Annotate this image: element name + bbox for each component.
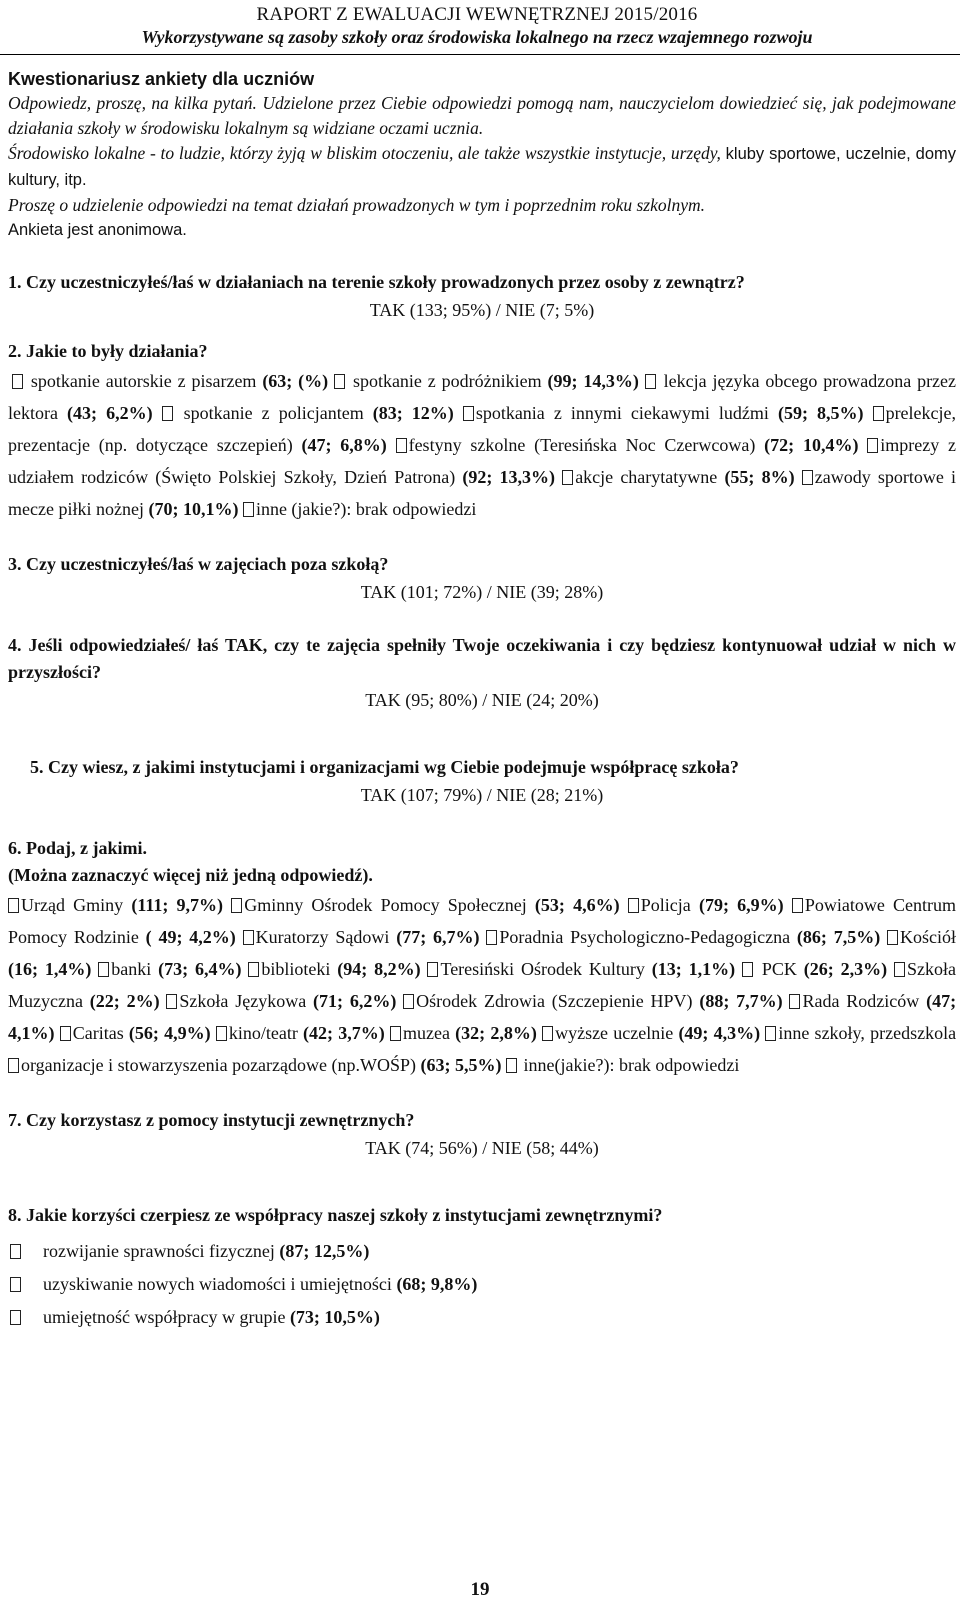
option-count: (13; 1,1%)	[651, 959, 736, 979]
option-count: (59; 8,5%)	[777, 403, 864, 423]
option-count: (92; 13,3%)	[462, 467, 556, 487]
option-item	[216, 1023, 385, 1043]
option-count: (49; 4,3%)	[678, 1023, 761, 1043]
checkbox-icon	[60, 1026, 71, 1041]
checkbox-icon	[166, 994, 177, 1009]
checkbox-icon	[396, 438, 407, 453]
option-count: (22; 2%)	[89, 991, 160, 1011]
option-item	[8, 1235, 956, 1268]
checkbox-icon	[765, 1026, 776, 1041]
option-count: (42; 3,7%)	[303, 1023, 385, 1043]
header-rule	[0, 54, 960, 55]
answer-4: TAK (95; 80%) / NIE (24; 20%)	[365, 690, 599, 710]
checkbox-icon	[542, 1026, 553, 1041]
question-6: 6. Podaj, z jakimi.	[8, 838, 147, 858]
option-item	[98, 959, 241, 979]
checkbox-icon	[873, 406, 884, 421]
checkbox-icon	[887, 930, 898, 945]
intro-paragraph-2	[8, 141, 956, 193]
option-count: (32; 2,8%)	[455, 1023, 537, 1043]
checkbox-icon	[894, 962, 905, 977]
option-count: (26; 2,3%)	[803, 959, 888, 979]
option-label: imprezy z udziałem rodziców (Święto Polskiej Szkoły, Dzień Patrona)	[8, 435, 957, 487]
document-body	[0, 67, 960, 1334]
checkbox-icon	[390, 1026, 401, 1041]
checkbox-icon	[243, 930, 254, 945]
question-2: 2. Jakie to były działania?	[8, 341, 208, 361]
option-label: Teresiński Ośrodek Kultury	[440, 959, 652, 979]
option-label: inne(jakie?): brak odpowiedzi	[519, 1055, 740, 1075]
report-title: RAPORT Z EWALUACJI WEWNĘTRZNEJ 2015/2016	[256, 4, 698, 25]
checkbox-icon	[742, 962, 753, 977]
checkbox-icon	[231, 898, 242, 913]
checkbox-icon	[334, 374, 345, 389]
answer-7: TAK (74; 56%) / NIE (58; 44%)	[365, 1138, 599, 1158]
option-count: (72; 10,4%)	[764, 435, 859, 455]
checkbox-icon	[792, 898, 803, 913]
option-count: (79; 6,9%)	[698, 895, 784, 915]
checkbox-icon	[403, 994, 414, 1009]
option-label: banki	[111, 959, 159, 979]
option-item	[403, 991, 782, 1011]
option-item	[8, 895, 223, 915]
option-count: (73; 10,5%)	[289, 1307, 380, 1327]
option-item	[542, 1023, 760, 1043]
option-count: (63; 5,5%)	[420, 1055, 502, 1075]
option-label: Rada Rodziców	[802, 991, 927, 1011]
option-label: spotkanie z podróżnikiem	[347, 371, 548, 391]
question-1: 1. Czy uczestniczyłeś/łaś w działaniach na terenie szkoły prowadzonych przez osoby z zewnątrz?	[8, 272, 745, 292]
intro-paragraph-4: Ankieta jest anonimowa.	[8, 221, 187, 239]
option-label: inne (jakie?): brak odpowiedzi	[255, 499, 477, 519]
checkbox-icon	[98, 962, 109, 977]
option-count: (111; 9,7%)	[131, 895, 224, 915]
option-label: spotkania z innymi ciekawymi ludźmi	[475, 403, 778, 423]
checkbox-icon	[12, 374, 23, 389]
option-label: Gminny Ośrodek Pomocy Społecznej	[244, 895, 535, 915]
option-item	[8, 1055, 502, 1075]
option-item	[8, 1301, 956, 1334]
option-count: (53; 4,6%)	[534, 895, 620, 915]
option-label: Urząd Gminy	[21, 895, 132, 915]
intro-paragraph-1: Odpowiedz, proszę, na kilka pytań. Udzielone przez Ciebie odpowiedzi pomogą nam, nauczycielom dowiedzieć się, jak podejmowane działania szkoły w środowisku lokalnym są widziane oczami ucznia.	[8, 93, 956, 138]
option-label: Poradnia Psychologiczno-Pedagogiczna	[499, 927, 797, 947]
option-label: Kościół	[900, 927, 957, 947]
option-label: biblioteki	[261, 959, 338, 979]
option-count: (63; (%)	[262, 371, 329, 391]
checkbox-icon	[486, 930, 497, 945]
option-item	[243, 927, 480, 947]
answer-3: TAK (101; 72%) / NIE (39; 28%)	[360, 582, 604, 602]
checkbox-icon	[162, 406, 173, 421]
questionnaire-title: Kwestionariusz ankiety dla uczniów	[8, 69, 315, 89]
option-item	[486, 927, 880, 947]
option-item	[60, 1023, 211, 1043]
checkbox-icon	[645, 374, 656, 389]
intro-paragraph-2a: Środowisko lokalne - to ludzie, którzy żyją w bliskim otoczeniu, ale także wszystkie instytucje, urzędy,	[8, 143, 726, 163]
option-label: Kuratorzy Sądowi	[255, 927, 397, 947]
option-label: lekcja języka obcego prowadzona przez lektora	[8, 371, 957, 423]
option-item	[243, 499, 476, 519]
checkbox-icon	[562, 470, 573, 485]
checkbox-icon	[427, 962, 438, 977]
option-count: (86; 7,5%)	[796, 927, 881, 947]
option-label: wyższe uczelnie	[555, 1023, 679, 1043]
option-count: (88; 7,7%)	[699, 991, 783, 1011]
question-4: 4. Jeśli odpowiedziałeś/ łaś TAK, czy te zajęcia spełniły Twoje oczekiwania i czy będziesz kontynuował udział w nich w przyszłości?	[8, 635, 956, 682]
option-item	[334, 371, 639, 391]
checkbox-icon	[8, 898, 19, 913]
checkbox-icon	[867, 438, 878, 453]
checkbox-icon	[789, 994, 800, 1009]
option-count: (83; 12%)	[372, 403, 454, 423]
option-item	[162, 403, 454, 423]
option-item	[396, 435, 859, 455]
option-count: (16; 1,4%)	[8, 959, 92, 979]
question-6-options	[8, 889, 956, 1081]
answer-5: TAK (107; 79%) / NIE (28; 21%)	[360, 785, 604, 805]
option-label: muzea	[402, 1023, 456, 1043]
option-label: Szkoła Językowa	[179, 991, 314, 1011]
answer-1: TAK (133; 95%) / NIE (7; 5%)	[369, 300, 595, 320]
option-label: umiejętność współpracy w grupie	[43, 1307, 290, 1327]
checkbox-icon	[243, 502, 254, 517]
option-label: prelekcje, prezentacje (np. dotyczące szczepień)	[8, 403, 957, 455]
option-label: PCK	[755, 959, 804, 979]
option-label: spotkanie z policjantem	[174, 403, 373, 423]
intro-paragraph-3: Proszę o udzielenie odpowiedzi na temat działań prowadzonych w tym i poprzednim roku szkolnym.	[8, 195, 706, 215]
option-label: Szkoła Muzyczna	[8, 959, 957, 1011]
question-2-options	[8, 365, 956, 525]
option-count: (47; 4,1%)	[8, 991, 957, 1043]
option-label: organizacje i stowarzyszenia pozarządowe (np.WOŚP)	[21, 1055, 421, 1075]
option-count: (47; 6,8%)	[301, 435, 387, 455]
option-item	[506, 1055, 739, 1075]
checkbox-icon	[216, 1026, 227, 1041]
option-label: kino/teatr	[228, 1023, 304, 1043]
option-label: festyny szkolne (Teresińska Noc Czerwcowa)	[408, 435, 765, 455]
checkbox-icon	[802, 470, 813, 485]
checkbox-icon	[10, 1244, 21, 1259]
option-count: (43; 6,2%)	[67, 403, 153, 423]
option-label: inne szkoły, przedszkola	[778, 1023, 957, 1043]
question-6-note: (Można zaznaczyć więcej niż jedną odpowiedź).	[8, 865, 373, 885]
option-count: (87; 12,5%)	[279, 1241, 370, 1261]
option-item	[166, 991, 396, 1011]
option-label: Powiatowe Centrum Pomocy Rodzinie	[8, 895, 956, 947]
option-item	[231, 895, 619, 915]
question-3: 3. Czy uczestniczyłeś/łaś w zajęciach poza szkołą?	[8, 554, 389, 574]
option-count: (77; 6,7%)	[396, 927, 480, 947]
question-7: 7. Czy korzystasz z pomocy instytucji zewnętrznych?	[8, 1110, 415, 1130]
option-label: Ośrodek Zdrowia (Szczepienie HPV)	[416, 991, 700, 1011]
option-label: spotkanie autorskie z pisarzem	[25, 371, 263, 391]
page-number: 19	[470, 1579, 490, 1600]
checkbox-icon	[463, 406, 474, 421]
option-count: (73; 6,4%)	[158, 959, 242, 979]
option-label: rozwijanie sprawności fizycznej	[43, 1241, 280, 1261]
question-5: 5. Czy wiesz, z jakimi instytucjami i organizacjami wg Ciebie podejmuje współpracę szkoła?	[30, 757, 739, 777]
option-item	[248, 959, 420, 979]
question-8: 8. Jakie korzyści czerpiesz ze współpracy naszej szkoły z instytucjami zewnętrznymi?	[8, 1205, 663, 1225]
option-label: Caritas	[72, 1023, 129, 1043]
option-count: (94; 8,2%)	[337, 959, 421, 979]
checkbox-icon	[506, 1058, 517, 1073]
intro-paragraph-2b: kluby sportowe, uczelnie, domy kultury, itp.	[8, 145, 956, 189]
option-count: ( 49; 4,2%)	[145, 927, 236, 947]
option-label: Policja	[640, 895, 699, 915]
option-label: zawody sportowe i mecze piłki nożnej	[8, 467, 957, 519]
option-count: (68; 9,8%)	[396, 1274, 478, 1294]
option-item	[8, 1268, 956, 1301]
checkbox-icon	[10, 1310, 21, 1325]
option-label: akcje charytatywne	[575, 467, 725, 487]
option-count: (99; 14,3%)	[547, 371, 639, 391]
checkbox-icon	[628, 898, 639, 913]
option-item	[427, 959, 735, 979]
option-count: (71; 6,2%)	[313, 991, 397, 1011]
option-item	[390, 1023, 537, 1043]
option-label: uzyskiwanie nowych wiadomości i umiejętności	[43, 1274, 397, 1294]
report-subtitle: Wykorzystywane są zasoby szkoły oraz środowiska lokalnego na rzecz wzajemnego rozwoju	[141, 27, 813, 47]
checkbox-icon	[8, 1058, 19, 1073]
checkbox-icon	[248, 962, 259, 977]
option-item	[562, 467, 794, 487]
option-count: (70; 10,1%)	[148, 499, 239, 519]
option-item	[12, 371, 328, 391]
report-header	[0, 0, 960, 48]
option-item	[765, 1023, 956, 1043]
option-item	[742, 959, 887, 979]
option-item	[463, 403, 864, 423]
checkbox-icon	[10, 1277, 21, 1292]
option-count: (55; 8%)	[724, 467, 795, 487]
option-count: (56; 4,9%)	[128, 1023, 211, 1043]
question-8-options	[8, 1235, 956, 1334]
option-item	[628, 895, 784, 915]
intro-section	[8, 67, 956, 243]
